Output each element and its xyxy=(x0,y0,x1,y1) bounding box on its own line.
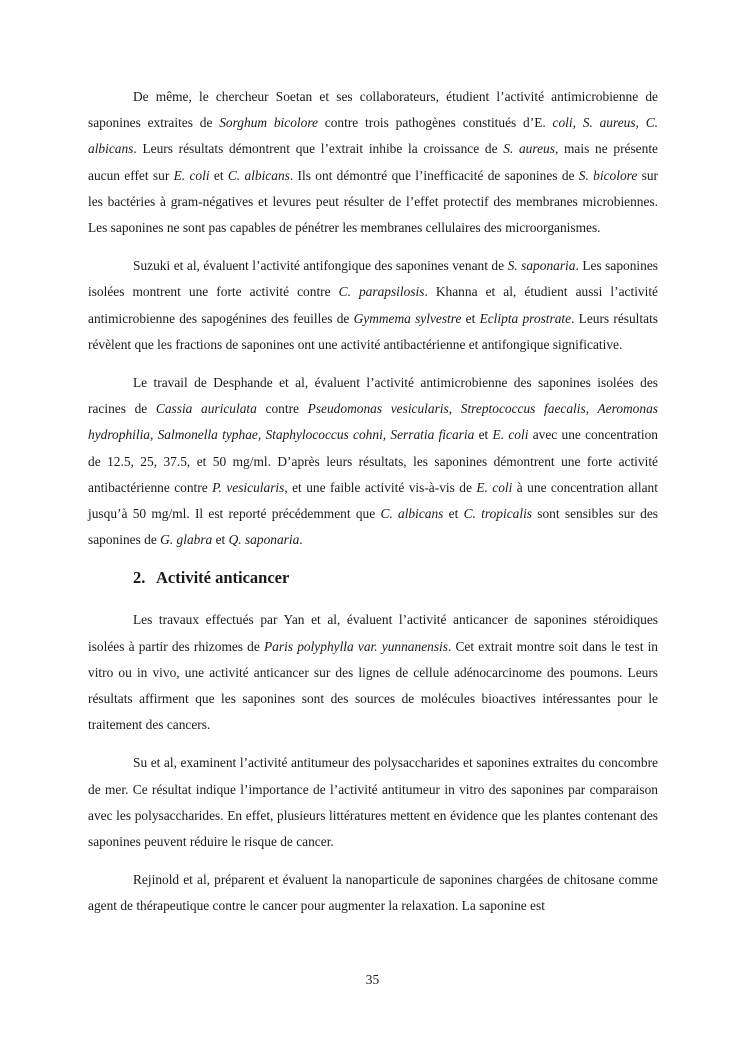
paragraph-yan xyxy=(88,607,658,738)
text-run: , xyxy=(448,401,461,417)
species-name: S. saponaria xyxy=(507,258,576,274)
text-run: . Khanna et al, étudient aussi l’activité antimicrobienne des sapogénines des feuilles de xyxy=(88,284,658,326)
text-run: De même, le chercheur Soetan et ses collaborateurs, étudient l’activité antimicrobienne de saponines extraites de xyxy=(88,89,658,131)
text-run: . Les saponines isolées montrent une forte activité contre xyxy=(88,258,658,300)
species-name: Pseudomonas vesicularis xyxy=(307,401,449,417)
text-run: Le travail de Desphande et al, évaluent l’activité antimicrobienne des saponines isolées des racines de xyxy=(88,375,658,417)
text-run: contre trois pathogènes constitués d’E. xyxy=(318,115,553,131)
text-run: . Leurs résultats révèlent que les fractions de saponines ont une activité antibactérienne et antifongique significative. xyxy=(88,310,658,352)
page-number: 35 xyxy=(365,972,380,987)
text-run: Su et al, examinent l’activité antitumeur des polysaccharides et saponines extraites du concombre de mer. Ce résultat indique l’importance de l’activité antitumeur in vitro des saponines par comparaison avec les polysaccharides. En effet, plusieurs littératures mettent en évidence que les plantes contenant des saponines peuvent réduire le risque de cancer. xyxy=(88,755,658,850)
text-run: Suzuki et al, évaluent l’activité antifongique des saponines venant de xyxy=(133,258,508,274)
text-run: . xyxy=(299,532,303,548)
species-name: P. vesicularis xyxy=(212,479,285,495)
body-text xyxy=(88,84,658,932)
species-name: Streptococcus faecalis, Aeromonas hydrophilia, Salmonella typhae, Staphylococcus cohni, Serratia ficaria xyxy=(88,401,658,443)
species-name: Sorghum bicolore xyxy=(219,115,318,131)
species-name: Gymmema sylvestre xyxy=(353,310,462,326)
species-name: S. aureus xyxy=(503,141,555,157)
text-run: et xyxy=(474,427,493,443)
text-run: et xyxy=(461,310,480,326)
species-name: Q. saponaria xyxy=(228,532,300,548)
text-run: . Cet extrait montre soit dans le test in vitro ou in vivo, une activité anticancer sur des lignes de cellule adénocarcinome des poumons. Leurs résultats affirment que les saponines sont des sources de molécules bioactives intéressantes pour le traitement des cancers. xyxy=(88,638,659,733)
text-run: avec une concentration de 12.5, 25, 37.5, et 50 mg/ml. D’après leurs résultats, les saponines démontrent une forte activité antibactérienne contre xyxy=(88,427,658,495)
species-name: Paris polyphylla var. yunnanensis xyxy=(264,638,448,654)
paragraph-desphande xyxy=(88,370,658,553)
section-title: Activité anticancer xyxy=(156,568,290,588)
section-heading xyxy=(88,565,658,591)
species-name: C. albicans xyxy=(227,167,290,183)
species-name: C. tropicalis xyxy=(463,506,532,522)
text-run: , et une faible activité vis-à-vis de xyxy=(284,479,477,495)
text-run: sont sensibles sur des saponines de xyxy=(88,506,658,548)
text-run: et xyxy=(209,167,228,183)
species-name: C. albicans xyxy=(380,506,444,522)
species-name: Eclipta prostrate xyxy=(479,310,572,326)
species-name: G. glabra xyxy=(160,532,213,548)
text-run: et xyxy=(212,532,229,548)
section-number: 2. xyxy=(133,568,146,588)
text-run: Rejinold et al, préparent et évaluent la nanoparticule de saponines chargées de chitosane comme agent de thérapeutique contre le cancer pour augmenter la relaxation. La saponine est xyxy=(88,872,658,914)
paragraph-soetan xyxy=(88,84,658,241)
species-name: E. coli xyxy=(476,479,513,495)
species-name: C. parapsilosis xyxy=(338,284,425,300)
text-run: Les travaux effectués par Yan et al, évaluent l’activité anticancer de saponines stéroidiques isolées à partir des rhizomes de xyxy=(88,612,658,654)
species-name: coli, S. aureus, C. albicans xyxy=(88,115,658,157)
species-name: S. bicolore xyxy=(578,167,638,183)
species-name: E. coli xyxy=(492,427,529,443)
paragraph-su xyxy=(88,750,658,855)
text-run: sur les bactéries à gram-négatives et levures peut résulter de l’effet protectif des membranes microbiennes. Les saponines ne sont pas capables de pénétrer les membranes cellulaires des microorganismes. xyxy=(88,167,658,236)
text-run: . Leurs résultats démontrent que l’extrait inhibe la croissance de xyxy=(133,141,504,157)
paragraph-rejinold xyxy=(88,867,658,919)
text-run: contre xyxy=(256,401,308,417)
species-name: Cassia auriculata xyxy=(155,401,257,417)
text-run: à une concentration allant jusqu’à 50 mg/ml. Il est reporté précédemment que xyxy=(88,479,658,522)
text-run: . Ils ont démontré que l’inefficacité de saponines de xyxy=(289,167,579,183)
text-run: et xyxy=(443,506,464,522)
paragraph-suzuki xyxy=(88,253,658,358)
species-name: E. coli xyxy=(173,167,210,183)
text-run: , mais ne présente aucun effet sur xyxy=(88,141,658,183)
